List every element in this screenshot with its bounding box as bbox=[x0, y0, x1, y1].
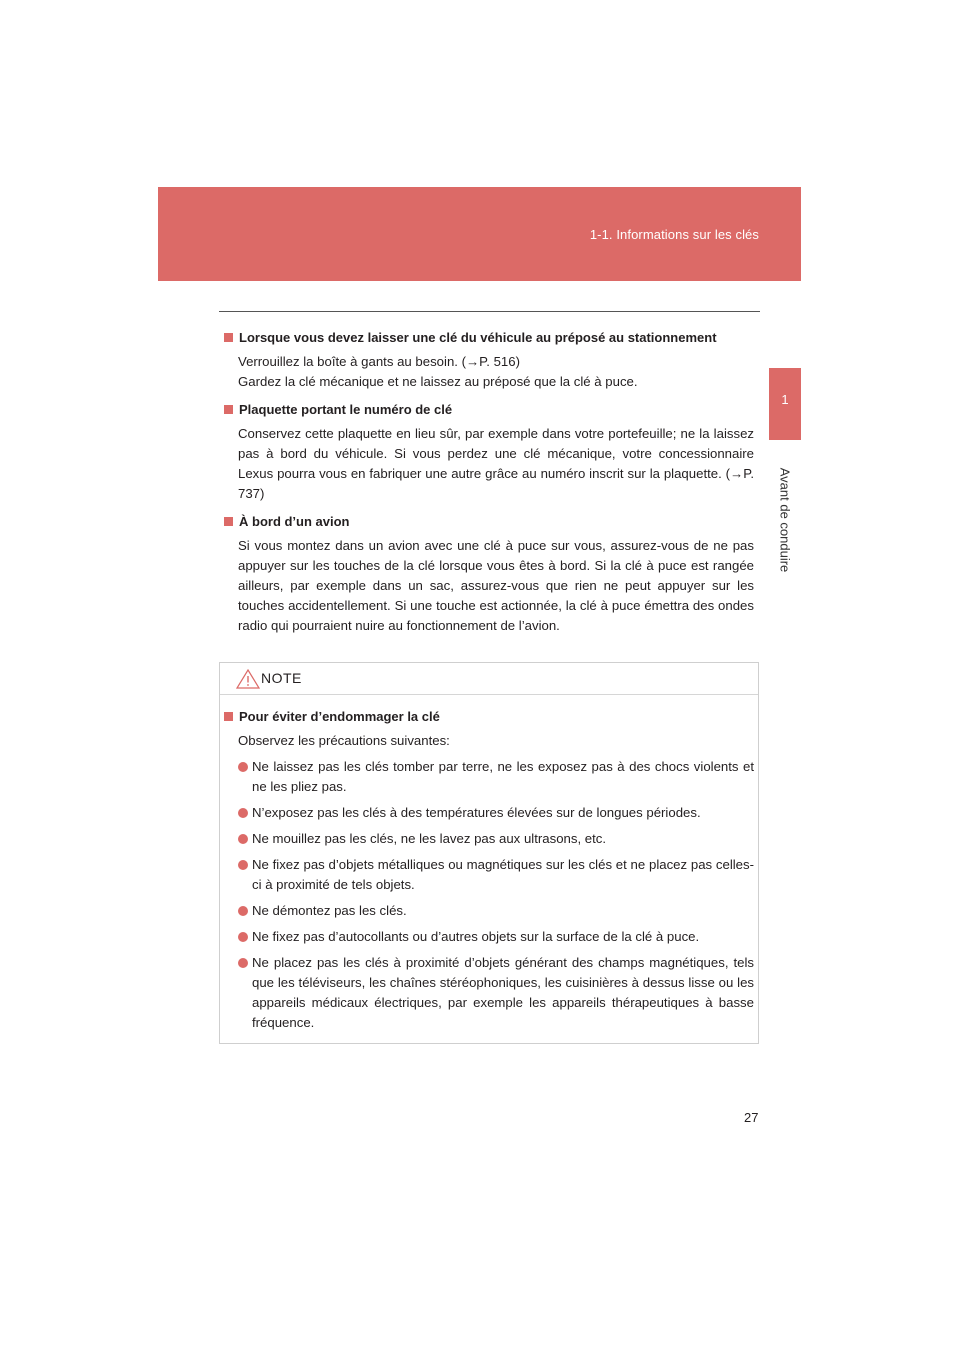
chapter-tab bbox=[769, 368, 801, 440]
list-item: Ne démontez pas les clés. bbox=[238, 901, 754, 921]
list-item: Ne laissez pas les clés tomber par terre, ne les exposez pas à des chocs violents et ne les pliez pas. bbox=[238, 757, 754, 797]
note-body bbox=[224, 707, 754, 1039]
section-key-number-plate bbox=[224, 400, 754, 504]
dot-bullet-icon bbox=[238, 860, 248, 870]
note-label: NOTE bbox=[261, 670, 302, 686]
list-item: Ne mouillez pas les clés, ne les lavez pas aux ultrasons, etc. bbox=[238, 829, 754, 849]
section-title: Lorsque vous devez laisser une clé du véhicule au préposé au stationnement bbox=[239, 330, 717, 345]
dot-bullet-icon bbox=[238, 762, 248, 772]
dot-bullet-icon bbox=[238, 958, 248, 968]
dot-bullet-icon bbox=[238, 932, 248, 942]
main-content bbox=[224, 328, 754, 644]
section-line: Conservez cette plaquette en lieu sûr, par exemple dans votre portefeuille; ne la laissez pas à bord du véhicule. Si vous perdez une clé mécanique, votre concessionnaire Lexus pourra vous en fabriquer une autre grâce au numéro inscrit sur la plaquette. (→P. 737) bbox=[238, 426, 754, 501]
square-bullet-icon bbox=[224, 405, 233, 414]
section-line: Si vous montez dans un avion avec une clé à puce sur vous, assurez-vous de ne pas appuyer sur les touches de la clé lorsque vous êtes à bord. Si la clé à puce est rangée ailleurs, par exemple dans un sac, assurez-vous que rien ne peut appuyer sur les touches accidentellement. Si une touche est actionnée, la clé à puce émettra des ondes radio qui pourraient nuire au fonctionnement de l’avion. bbox=[238, 538, 754, 633]
section-line: Verrouillez la boîte à gants au besoin. (→P. 516) bbox=[238, 354, 520, 369]
header-band bbox=[158, 187, 801, 281]
section-parking-attendant bbox=[224, 328, 754, 392]
section-airplane bbox=[224, 512, 754, 636]
dot-bullet-icon bbox=[238, 906, 248, 916]
section-line: Gardez la clé mécanique et ne laissez au préposé que la clé à puce. bbox=[238, 374, 638, 389]
square-bullet-icon bbox=[224, 517, 233, 526]
dot-bullet-icon bbox=[238, 834, 248, 844]
page-number: 27 bbox=[744, 1110, 759, 1125]
warning-triangle-icon bbox=[236, 669, 260, 689]
top-rule bbox=[219, 311, 760, 312]
section-title: Plaquette portant le numéro de clé bbox=[239, 402, 453, 417]
note-header bbox=[220, 663, 758, 695]
note-box bbox=[219, 662, 759, 1044]
dot-bullet-icon bbox=[238, 808, 248, 818]
chapter-label: Avant de conduire bbox=[777, 467, 793, 573]
list-item: N’exposez pas les clés à des températures élevées sur de longues périodes. bbox=[238, 803, 754, 823]
note-title: Pour éviter d’endommager la clé bbox=[239, 709, 440, 724]
square-bullet-icon bbox=[224, 333, 233, 342]
chapter-number: 1 bbox=[781, 392, 789, 407]
list-item: Ne fixez pas d’objets métalliques ou magnétiques sur les clés et ne placez pas celles-ci à proximité de tels objets. bbox=[238, 855, 754, 895]
section-title: À bord d’un avion bbox=[239, 514, 350, 529]
list-item: Ne placez pas les clés à proximité d’objets générant des champs magnétiques, tels que les téléviseurs, les chaînes stéréophoniques, les cuisinières à dessus lisse ou les appareils médicaux électriques, par exemple les appareils thérapeutiques à basse fréquence. bbox=[238, 953, 754, 1033]
note-intro: Observez les précautions suivantes: bbox=[238, 733, 450, 748]
square-bullet-icon bbox=[224, 712, 233, 721]
list-item: Ne fixez pas d’autocollants ou d’autres objets sur la surface de la clé à puce. bbox=[238, 927, 754, 947]
section-header-title: 1-1. Informations sur les clés bbox=[589, 227, 759, 242]
